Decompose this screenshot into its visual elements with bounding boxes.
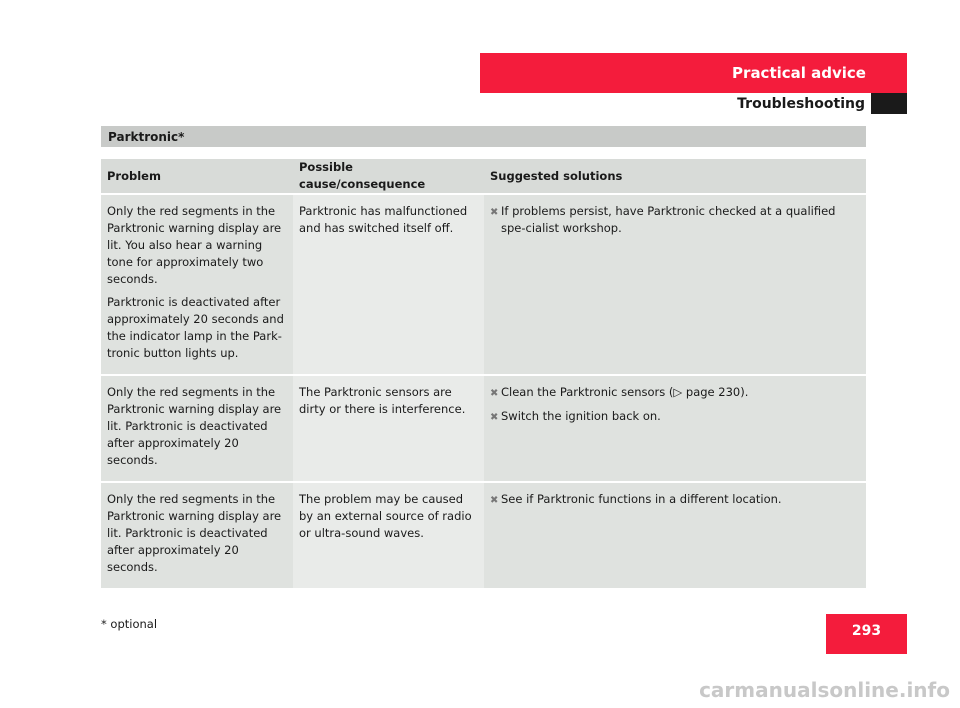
section-title: Practical advice [732, 64, 866, 82]
cause-cell [293, 375, 484, 482]
solutions-cell [484, 375, 866, 482]
table-row [101, 375, 866, 482]
thumb-index-marker [871, 93, 907, 114]
solution-item [490, 384, 860, 402]
page-number-box [826, 614, 907, 654]
solution-text: Clean the Parktronic sensors (▷ page 230). [501, 385, 749, 399]
cause-text: The problem may be caused by an external source of radio or ultra-sound waves. [299, 492, 472, 540]
cause-cell [293, 194, 484, 375]
problem-cell [101, 194, 293, 375]
solution-text: See if Parktronic functions in a different location. [501, 492, 782, 506]
column-header-problem: Problem [101, 159, 293, 194]
table-title-text: Parktronic* [108, 129, 185, 144]
cause-text: Parktronic has malfunctioned and has switched itself off. [299, 204, 468, 235]
troubleshooting-table [101, 159, 866, 588]
problem-cell [101, 375, 293, 482]
table-row [101, 482, 866, 588]
cause-cell [293, 482, 484, 588]
table-header-row [101, 159, 866, 194]
watermark: carmanualsonline.info [699, 678, 950, 702]
footnote: * optional [101, 617, 158, 631]
cause-text: The Parktronic sensors are dirty or there is interference. [299, 385, 466, 416]
step-arrow-icon: ✖ [490, 412, 499, 423]
solution-item [490, 408, 860, 426]
problem-text: Parktronic is deactivated after approximately 20 seconds and the indicator lamp in the Park-tronic button lights up. [107, 295, 284, 360]
solutions-cell [484, 482, 866, 588]
solutions-cell [484, 194, 866, 375]
table-row [101, 194, 866, 375]
problem-text: Only the red segments in the Parktronic warning display are lit. Parktronic is deactivated after approximately 20 seconds. [107, 492, 282, 574]
page-number: 293 [851, 623, 882, 639]
step-arrow-icon: ✖ [490, 495, 499, 506]
step-arrow-icon: ✖ [490, 207, 499, 218]
step-arrow-icon: ✖ [490, 388, 499, 399]
table-title [101, 126, 866, 147]
column-header-cause: Possible cause/consequence [293, 159, 484, 194]
solution-item [490, 491, 860, 509]
column-header-solutions: Suggested solutions [484, 159, 866, 194]
subsection-title: Troubleshooting [737, 96, 865, 112]
problem-cell [101, 482, 293, 588]
solution-text: Switch the ignition back on. [501, 409, 661, 423]
problem-text: Only the red segments in the Parktronic warning display are lit. Parktronic is deactivated after approximately 20 seconds. [107, 385, 282, 467]
solution-item [490, 203, 860, 237]
problem-text: Only the red segments in the Parktronic warning display are lit. You also hear a warning tone for approximately two seconds. [107, 204, 282, 286]
solution-text: If problems persist, have Parktronic checked at a qualified spe-cialist workshop. [501, 204, 836, 235]
section-tab [480, 53, 907, 93]
